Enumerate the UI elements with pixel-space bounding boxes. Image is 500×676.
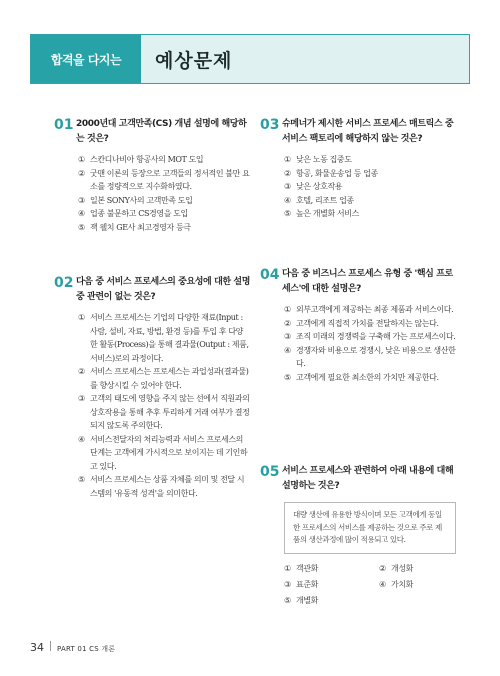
- option-1: ① 스칸디나비아 항공사의 MOT 도입: [78, 155, 204, 164]
- option-list: [284, 303, 456, 384]
- option-5: ⑤ 서비스 프로세스는 상품 자체를 의미 및 전달 시스템의 '유동적 성격'을 의미한다.: [78, 475, 245, 498]
- option-4: ④ 서비스전달자의 처리능력과 서비스 프로세스의 단계는 고객에게 가시적으로 보이지는 데 기인하고 있다.: [78, 434, 248, 471]
- option-5: ⑤ 잭 웰치 GE사 최고경영자 등극: [78, 222, 191, 232]
- option-list: [78, 153, 250, 234]
- option-1: ① 서비스 프로세스는 기업의 다양한 재료(Input : 사람, 설비, 자료, 방법, 환경 등)를 투입 후 다양한 활동(Process)을 통해 결과물(Output : 제품, 서비스)로의 과정이다.: [78, 313, 249, 363]
- option-3: ③ 일본 SONY사의 고객만족 도입: [78, 195, 193, 205]
- question-text: 다음 중 서비스 프로세스의 중요성에 대한 설명 중 관련이 없는 것은?: [76, 277, 250, 302]
- option-2: ② 굿맨 이론의 등장으로 고객들의 정서적인 불만 요소를 정량적으로 지수화하였다.: [78, 168, 250, 191]
- section-header: [30, 34, 470, 84]
- option-3: ③ 낮은 상호작용: [284, 182, 343, 191]
- section-title: 예상문제: [155, 49, 233, 72]
- page-number: 34: [30, 641, 44, 654]
- option-5: ⑤ 개별화: [284, 595, 318, 605]
- option-list: [78, 311, 250, 500]
- option-2: ② 개성화: [379, 563, 413, 573]
- option-2: ② 항공, 화물운송업 등 업종: [284, 168, 378, 178]
- option-1: ① 낮은 노동 집중도: [284, 155, 352, 164]
- option-5: ⑤ 높은 개별화 서비스: [284, 209, 359, 218]
- option-3: ③ 조직 미래의 경쟁력을 구축해 가는 프로세스이다.: [284, 332, 456, 341]
- question-number: 04: [260, 267, 280, 283]
- option-1: ① 객관화: [284, 563, 318, 573]
- question-03: [260, 117, 456, 221]
- option-4: ④ 가치화: [379, 579, 413, 589]
- question-passage-box: 대량 생산에 유용한 방식이며 모든 고객에게 동일한 프로세스의 서비스를 제공하는 것으로 주로 제품의 생산과정에 많이 적용되고 있다.: [284, 502, 456, 554]
- option-2: ② 고객에게 직접적 가치를 전달하지는 않는다.: [284, 318, 439, 328]
- question-number: 05: [260, 464, 280, 480]
- option-list: [284, 153, 456, 221]
- question-text: 서비스 프로세스와 관련하여 아래 내용에 대해 설명하는 것은?: [282, 466, 454, 491]
- question-02: [54, 275, 250, 500]
- question-text: 다음 중 비즈니스 프로세스 유형 중 '핵심 프로세스'에 대한 설명은?: [282, 269, 453, 294]
- option-4: ④ 업종 불문하고 CS경영을 도입: [78, 209, 188, 218]
- question-number: 02: [54, 275, 74, 291]
- question-05: [260, 464, 456, 607]
- question-text: 2000년대 고객만족(CS) 개념 설명에 해당하는 것은?: [76, 119, 247, 144]
- question-04: [260, 267, 456, 384]
- option-list: [284, 562, 456, 607]
- question-01: [54, 117, 250, 234]
- option-1: ① 외부고객에게 제공하는 최종 제품과 서비스이다.: [284, 305, 454, 314]
- section-tag: 합격을 다지는: [31, 35, 141, 83]
- option-5: ⑤ 고객에게 필요한 최소한의 가치만 제공한다.: [284, 372, 439, 382]
- option-4: ④ 경쟁자와 비용으로 경쟁시, 낮은 비용으로 생산한다.: [284, 345, 456, 368]
- question-text: 슈메너가 제시한 서비스 프로세스 매트릭스 중 서비스 팩토리에 해당하지 않는 것은?: [282, 119, 454, 144]
- option-3: ③ 고객의 태도에 영향을 주지 않는 선에서 직원과의 상호작용을 통해 추후 투리하게 거래 여부가 결정되지 않도록 주의한다.: [78, 394, 250, 430]
- page-footer: [30, 641, 115, 654]
- question-number: 01: [54, 117, 74, 133]
- option-3: ③ 표준화: [284, 579, 318, 589]
- part-label: PART 01 CS 개론: [57, 645, 116, 653]
- question-number: 03: [260, 117, 280, 133]
- footer-divider: [50, 641, 51, 651]
- option-2: ② 서비스 프로세스는 프로세스는 과업성과(결과물)를 향상시킬 수 있어야 한다.: [78, 367, 249, 390]
- option-4: ④ 호텔, 리조트 업종: [284, 195, 354, 205]
